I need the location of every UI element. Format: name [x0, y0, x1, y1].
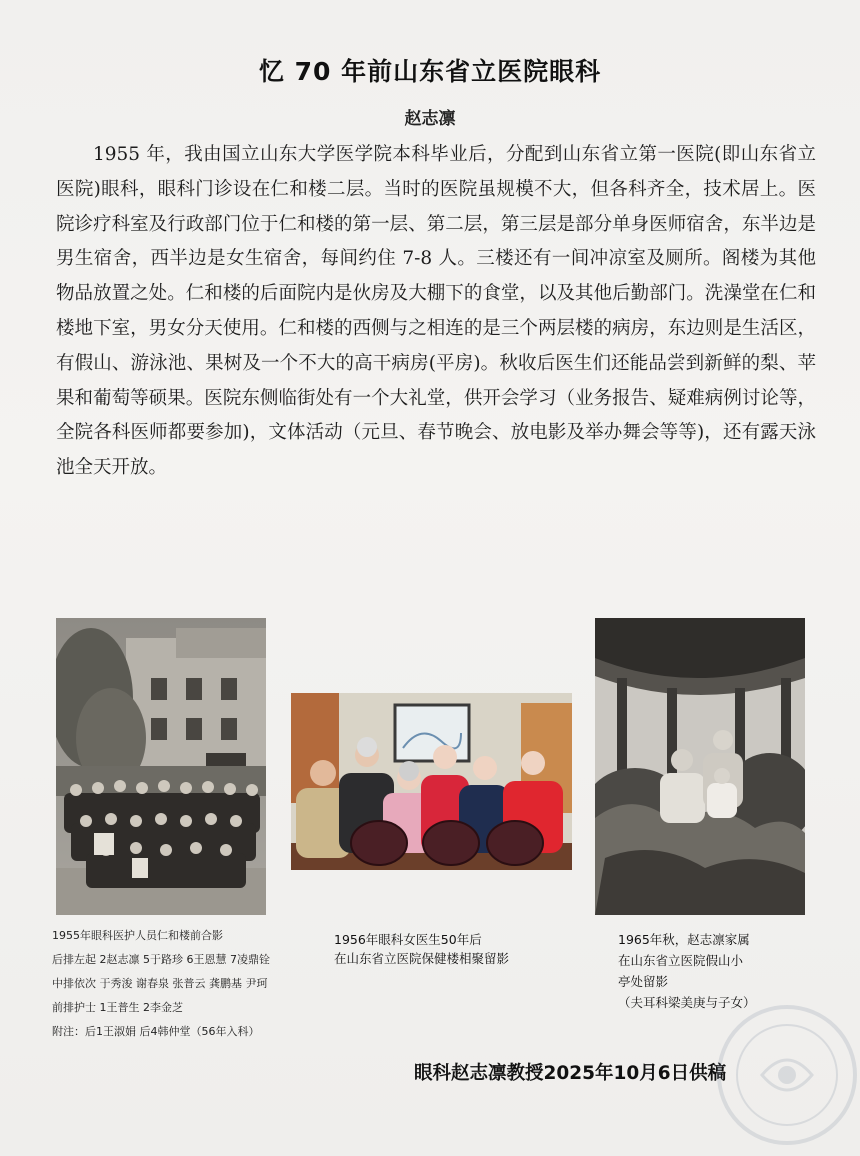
caption-line: （夫耳科梁美庚与子女） [618, 995, 756, 1010]
caption-line: 在山东省立医院保健楼相聚留影 [334, 951, 510, 966]
caption-line: 1956年眼科女医生50年后 [334, 932, 482, 947]
caption-line: 前排护士 1王普生 2李金芝 [52, 1001, 183, 1014]
contributor-signature: 眼科赵志凛教授2025年10月6日供稿 [414, 1063, 727, 1084]
caption-line: 附注：后1王淑娟 后4韩仲堂（56年入科） [52, 1025, 260, 1038]
caption-line: 在山东省立医院假山小 [618, 953, 744, 968]
caption-line: 中排依次 于秀浚 谢春泉 张普云 龚鹏基 尹珂 [52, 977, 268, 990]
reunion-photo [291, 693, 572, 870]
pavilion-family-photo [595, 618, 805, 915]
group-photo-1955 [56, 618, 266, 915]
caption-line: 后排左起 2赵志凛 5于路珍 6王恩慧 7凌鼎铨 [52, 953, 270, 966]
article-body: 1955 年，我由国立山东大学医学院本科毕业后，分配到山东省立第一医院(即山东省立医院)眼科，眼科门诊设在仁和楼二层。当时的医院虽规模不大，但各科齐全，技术居上。医院诊疗科室及行政部门位于仁和楼的第一层、第二层，第三层是部分单身医师宿舍，东半边是男生宿舍，西半边是女生宿舍，每间约住 7-8 人。三楼还有一间冲凉室及厕所。阁楼为其他物品放置之处。仁和楼的后面院内是伙房及大棚下的食堂，以及其他后勤部门。洗澡堂在仁和楼地下室，男女分天使用。仁和楼的西侧与之相连的是三个两层楼的病房，东边则是生活区，有假山、游泳池、果树及一个不大的高干病房(平房)。秋收后医生们还能品尝到新鲜的梨、苹果和葡萄等硕果。医院东侧临街处有一个大礼堂，供开会学习（业务报告、疑难病例讨论等，全院各科医师都要参加)，文体活动（元旦、春节晚会、放电影及举办舞会等等)，还有露天泳池全天开放。 [56, 144, 816, 479]
watermark-seal-icon [712, 1000, 860, 1150]
left-photo-caption [52, 924, 270, 1044]
caption-line: 1965年秋，赵志凛家属 [618, 932, 750, 947]
middle-photo-caption [334, 930, 509, 968]
article-title: 忆 70 年前山东省立医院眼科 [258, 57, 602, 86]
caption-line: 亭处留影 [618, 974, 669, 989]
article-author: 赵志凛 [404, 109, 456, 129]
caption-line: 1955年眼科医护人员仁和楼前合影 [52, 929, 223, 942]
